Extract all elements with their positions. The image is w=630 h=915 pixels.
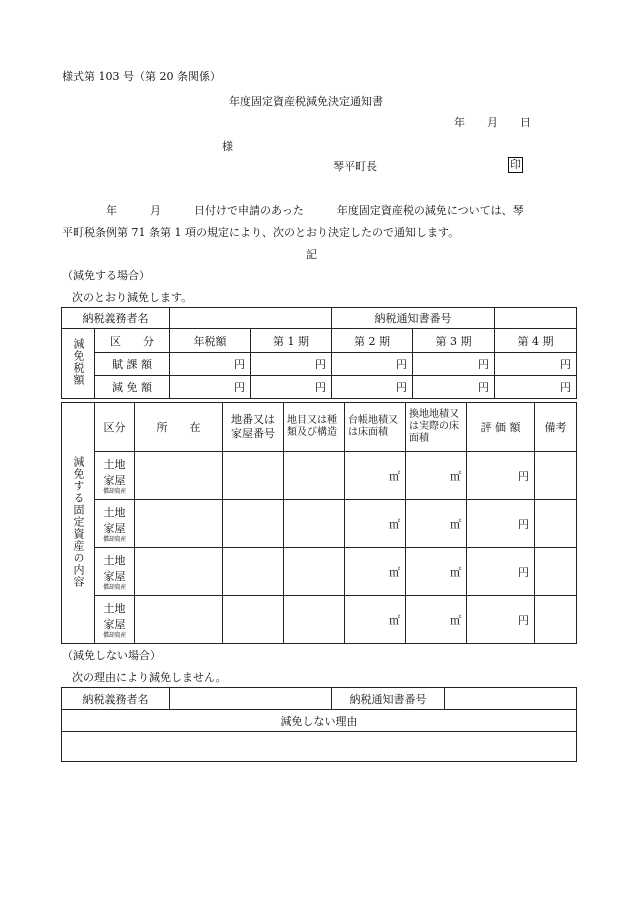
document-title: 年度固定資産税減免決定通知書 [229,95,383,108]
kubun-header: 区 分 [95,329,170,353]
prop-land-type-cell[interactable] [284,596,345,644]
prop-remarks-cell[interactable] [535,500,577,548]
property-table [61,402,577,644]
exempt-period-2[interactable]: 円 [332,376,413,399]
prop-actual-area-cell[interactable]: ㎡ [406,452,467,500]
paragraph-line-2: 平町税条例第 71 条第 1 項の規定により、次のとおり決定したので通知します。 [62,226,460,239]
col-period-3: 第 3 期 [413,329,495,353]
exempt-amount-table [61,307,577,399]
prop-remarks-cell[interactable] [535,452,577,500]
prop-lot-cell[interactable] [223,452,284,500]
prop-land-type-header: 地目又は種類及び構造 [284,403,345,452]
not-exempt-heading: （減免しない場合） [62,649,161,662]
taxpayer-name-label: 納税義務者名 [62,308,170,329]
issue-date: 年 月 日 [454,116,531,129]
exempt-period-3[interactable]: 円 [413,376,495,399]
type-land: 土地 [103,554,126,567]
prop-valuation-cell[interactable]: 円 [467,596,535,644]
prop-register-area-cell[interactable]: ㎡ [345,596,406,644]
prop-land-type-cell[interactable] [284,500,345,548]
prop-lot-number-header: 地番又は家屋番号 [223,403,284,452]
issuer-name: 琴平町長 [333,160,377,173]
prop-type-cell [95,500,135,548]
prop-register-area-cell[interactable]: ㎡ [345,500,406,548]
prop-location-cell[interactable] [135,452,223,500]
taxpayer-name-field[interactable] [170,688,332,710]
prop-remarks-cell[interactable] [535,596,577,644]
prop-actual-area-header: 換地地積又は実際の床面積 [406,403,467,452]
row-exempt-label: 減 免 額 [95,376,170,399]
prop-remarks-header: 備考 [535,403,577,452]
prop-remarks-cell[interactable] [535,548,577,596]
notice-number-field[interactable] [445,688,577,710]
col-period-2: 第 2 期 [332,329,413,353]
form-number: 様式第 103 号（第 20 条関係） [62,70,221,83]
prop-register-area-cell[interactable]: ㎡ [345,548,406,596]
table-row [62,596,577,644]
seal-mark: 印 [510,158,521,171]
notice-number-label: 納税通知書番号 [332,688,445,710]
assessed-annual[interactable]: 円 [170,353,251,376]
not-exempt-table [61,687,577,762]
type-building: 家屋 [103,474,126,487]
prop-actual-area-cell[interactable]: ㎡ [406,548,467,596]
type-depreciable: 償却資産 [103,536,126,543]
prop-register-area-cell[interactable]: ㎡ [345,452,406,500]
prop-location-cell[interactable] [135,500,223,548]
taxpayer-name-label: 納税義務者名 [62,688,170,710]
reason-field[interactable] [62,732,577,762]
prop-location-cell[interactable] [135,596,223,644]
reason-label: 減免しない理由 [62,710,577,732]
tax-amount-group-label: 減免税額 [62,329,95,399]
notice-number-label: 納税通知書番号 [332,308,495,329]
col-period-4: 第 4 期 [495,329,577,353]
prop-valuation-cell[interactable]: 円 [467,500,535,548]
prop-land-type-cell[interactable] [284,548,345,596]
addressee-suffix: 様 [222,140,233,153]
prop-lot-cell[interactable] [223,548,284,596]
prop-lot-cell[interactable] [223,500,284,548]
prop-valuation-cell[interactable]: 円 [467,548,535,596]
not-exempt-intro: 次の理由により減免しません。 [72,671,227,684]
type-building: 家屋 [103,570,126,583]
type-land: 土地 [103,602,126,615]
taxpayer-name-field[interactable] [170,308,332,329]
prop-type-cell [95,452,135,500]
type-building: 家屋 [103,618,126,631]
notice-number-field[interactable] [495,308,577,329]
table-row [62,500,577,548]
assessed-period-4[interactable]: 円 [495,353,577,376]
assessed-period-2[interactable]: 円 [332,353,413,376]
property-group-label: 減免する固定資産の内容 [62,403,95,644]
type-depreciable: 償却資産 [103,488,126,495]
exempt-period-4[interactable]: 円 [495,376,577,399]
notice-paragraph [62,200,577,244]
table-row [62,452,577,500]
type-land: 土地 [103,458,126,471]
type-depreciable: 償却資産 [103,632,126,639]
assessed-period-3[interactable]: 円 [413,353,495,376]
table-row [62,548,577,596]
exempt-period-1[interactable]: 円 [251,376,332,399]
ki-label: 記 [306,248,317,261]
type-land: 土地 [103,506,126,519]
prop-kubun-header: 区分 [95,403,135,452]
prop-location-cell[interactable] [135,548,223,596]
col-annual-tax: 年税額 [170,329,251,353]
row-assessed-label: 賦 課 額 [95,353,170,376]
prop-lot-cell[interactable] [223,596,284,644]
exempt-heading: （減免する場合） [62,269,150,282]
col-period-1: 第 1 期 [251,329,332,353]
prop-actual-area-cell[interactable]: ㎡ [406,500,467,548]
type-depreciable: 償却資産 [103,584,126,591]
exempt-intro: 次のとおり減免します。 [72,291,193,304]
prop-location-header: 所 在 [135,403,223,452]
assessed-period-1[interactable]: 円 [251,353,332,376]
prop-land-type-cell[interactable] [284,452,345,500]
prop-register-area-header: 台帳地積又は床面積 [345,403,406,452]
exempt-annual[interactable]: 円 [170,376,251,399]
prop-type-cell [95,596,135,644]
prop-valuation-header: 評 価 額 [467,403,535,452]
prop-actual-area-cell[interactable]: ㎡ [406,596,467,644]
prop-type-cell [95,548,135,596]
type-building: 家屋 [103,522,126,535]
prop-valuation-cell[interactable]: 円 [467,452,535,500]
paragraph-line-1: 年 月 日付けで申請のあった 年度固定資産税の減免については、琴 [106,204,524,217]
